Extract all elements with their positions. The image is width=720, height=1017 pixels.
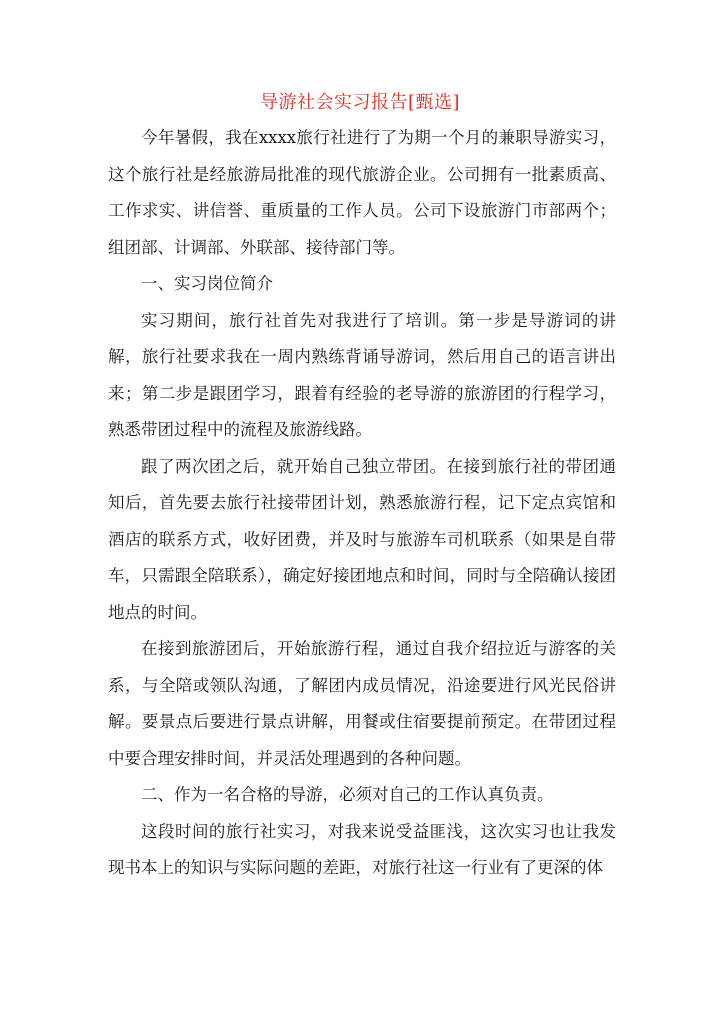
- section-heading-qualified-guide: 二、作为一名合格的导游，必须对自己的工作认真负责。: [141, 785, 554, 804]
- paragraph-reflection: 这段时间的旅行社实习，对我来说受益匪浅，这次实习也让我发现书本上的知识与实际问题的差距，对旅行社这一行业有了更深的体: [108, 821, 616, 877]
- paragraph-training: 实习期间，旅行社首先对我进行了培训。第一步是导游词的讲解，旅行社要求我在一周内熟练背诵导游词，然后用自己的语言讲出来；第二步是跟团学习，跟着有经验的老导游的旅游团的行程学习，熟悉带团过程中的流程及旅游线路。: [108, 310, 616, 439]
- document-title: 导游社会实习报告[甄选]: [259, 92, 461, 113]
- paragraph-tour-process: 在接到旅游团后，开始旅游行程，通过自我介绍拉近与游客的关系，与全陪或领队沟通，了解团内成员情况，沿途要进行风光民俗讲解。要景点后要进行景点讲解，用餐或住宿要提前预定。在带团过程中要合理安排时间，并灵活处理遇到的各种问题。: [108, 639, 616, 768]
- paragraph-intro: 今年暑假，我在xxxx旅行社进行了为期一个月的兼职导游实习，这个旅行社是经旅游局批准的现代旅游企业。公司拥有一批素质高、工作求实、讲信誉、重质量的工作人员。公司下设旅游门市部两个；组团部、计调部、外联部、接待部门等。: [108, 128, 616, 257]
- paragraph-independent-tour: 跟了两次团之后，就开始自己独立带团。在接到旅行社的带团通知后，首先要去旅行社接带团计划，熟悉旅游行程，记下定点宾馆和酒店的联系方式，收好团费，并及时与旅游车司机联系（如果是自带车，只需跟全陪联系），确定好接团地点和时间，同时与全陪确认接团地点的时间。: [108, 456, 616, 622]
- document-body: [108, 120, 616, 887]
- section-heading-internship-position: 一、实习岗位简介: [141, 274, 273, 293]
